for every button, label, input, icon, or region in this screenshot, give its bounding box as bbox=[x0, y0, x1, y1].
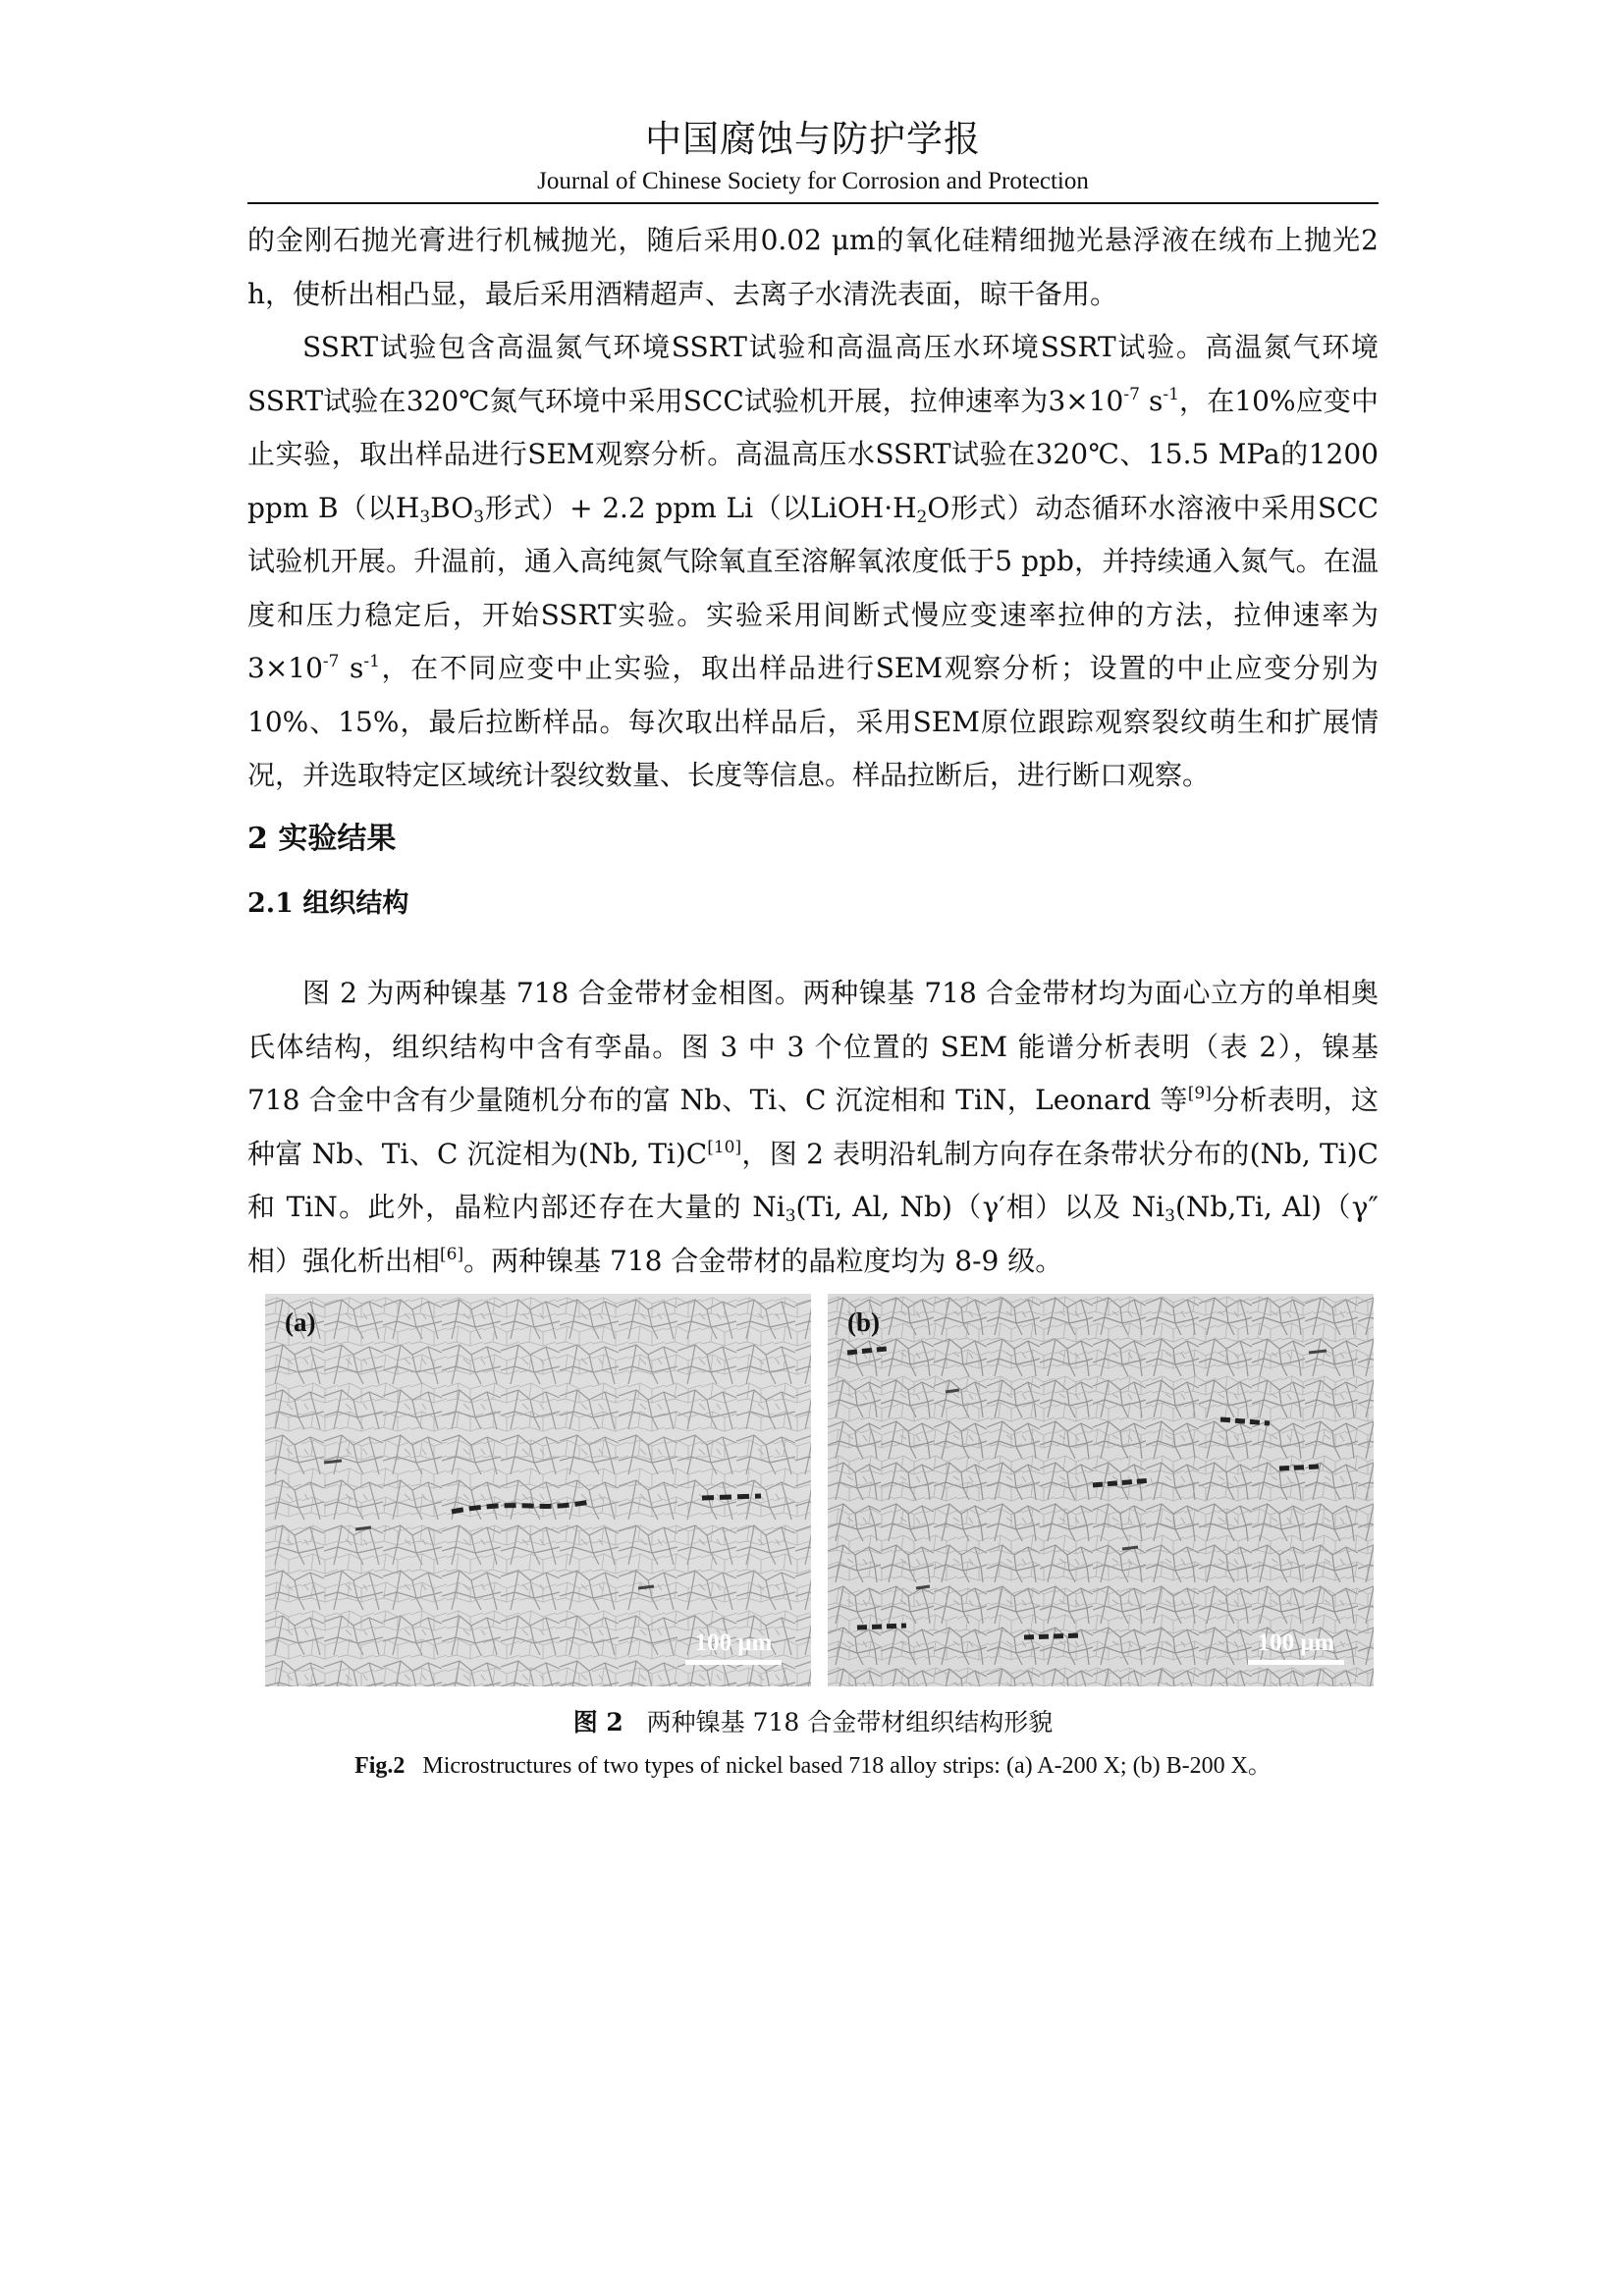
panel-b-label: (b) bbox=[847, 1308, 880, 1337]
journal-title-en: Journal of Chinese Society for Corrosion and Protection bbox=[537, 168, 1089, 194]
micrograph-panel-a bbox=[265, 1294, 811, 1686]
figure-caption-en-text: Microstructures of two types of nickel based 718 alloy strips: (a) A-200 X; (b) B-200 X。 bbox=[422, 1753, 1272, 1779]
figure-label-en: Fig.2 bbox=[354, 1753, 406, 1779]
paragraph-microstructure: 图 2 为两种镍基 718 合金带材金相图。两种镍基 718 合金带材均为面心立方的单相奥氏体结构，组织结构中含有孪晶。图 3 中 3 个位置的 SEM 能谱分析表明（表 2），镍基 718 合金中含有少量随机分布的富 Nb、Ti、C 沉淀相和 TiN，Leonard 等[9]分析表明，这种富 Nb、Ti、C 沉淀相为(Nb, Ti)C[10]，图 2 表明沿轧制方向存在条带状分布的(Nb, Ti)C 和 TiN。此外，晶粒内部还存在大量的 $Ni_3(Ti$, Al, Nb)（γ′相）以及 $Ni_3(Nb,Ti$, Al)（γ″相）强化析出相[6]。两种镍基 718 合金带材的晶粒度均为 8-9 级。 bbox=[247, 977, 1379, 1277]
section-heading-results: 2 实验结果 bbox=[247, 822, 397, 856]
journal-title-cn: 中国腐蚀与防护学报 bbox=[645, 118, 981, 160]
figure-caption-cn bbox=[247, 1705, 1379, 1740]
section-heading-microstructure: 2.1 组织结构 bbox=[247, 888, 409, 919]
scale-bar-label-b: 100 μm bbox=[1257, 1629, 1335, 1656]
figure-label-cn: 图 2 bbox=[572, 1708, 623, 1736]
scale-bar-label-a: 100 μm bbox=[694, 1629, 773, 1656]
header-rule bbox=[247, 202, 1379, 204]
micrograph-panel-b bbox=[828, 1294, 1374, 1686]
paragraph-polishing: 的金刚石抛光膏进行机械抛光，随后采用0.02 μm的氧化硅精细抛光悬浮液在绒布上抛光2 h，使析出相凸显，最后采用酒精超声、去离子水清洗表面，晾干备用。 bbox=[247, 224, 1379, 310]
figure-caption-en bbox=[247, 1749, 1379, 1783]
figure-caption-cn-text: 两种镍基 718 合金带材组织结构形貌 bbox=[646, 1708, 1054, 1736]
paragraph-ssrt: SSRT试验包含高温氮气环境SSRT试验和高温高压水环境SSRT试验。高温氮气环境SSRT试验在320℃氮气环境中采用SCC试验机开展，拉伸速率为$3\times 10^{-7}$ $s^{-1}$，在10%应变中止实验，取出样品进行SEM观察分析。高温高压水SSRT试验在320℃、15.5 MPa的1200 ppm B（以$H_3BO_3$形式）+ 2.2 ppm Li（以$LiOH\cdot H_2O$形式）动态循环水溶液中采用SCC试验机开展。升温前，通入高纯氮气除氧直至溶解氧浓度低于5 ppb，并持续通入氮气。在温度和压力稳定后，开始SSRT实验。实验采用间断式慢应变速率拉伸的方法，拉伸速率为$3\times 10^{-7}$ $s^{-1}$，在不同应变中止实验，取出样品进行SEM观察分析；设置的中止应变分别为10%、15%，最后拉断样品。每次取出样品后，采用SEM原位跟踪观察裂纹萌生和扩展情况，并选取特定区域统计裂纹数量、长度等信息。样品拉断后，进行断口观察。 bbox=[247, 331, 1379, 791]
micrograph-b-texture bbox=[828, 1294, 1374, 1686]
journal-header bbox=[247, 116, 1379, 198]
scale-bar-a bbox=[685, 1660, 782, 1665]
panel-a-label: (a) bbox=[285, 1308, 316, 1337]
scale-bar-b bbox=[1248, 1660, 1344, 1665]
micrograph-a-texture bbox=[265, 1294, 811, 1686]
